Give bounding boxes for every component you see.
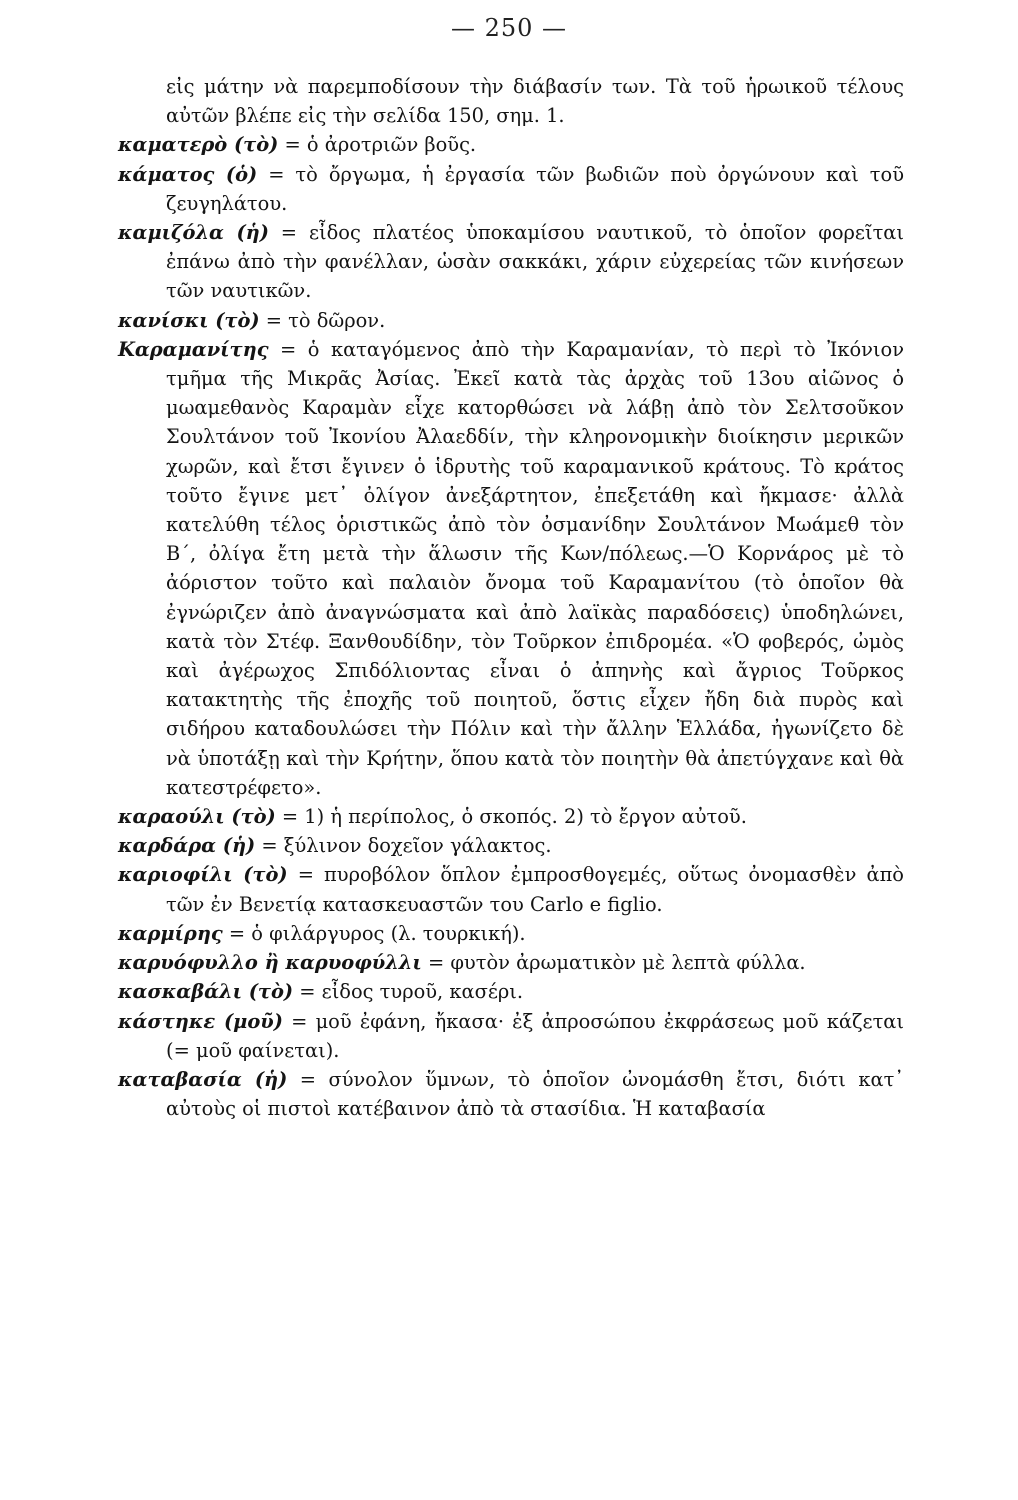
entry-headword: κασκαβάλι (τὸ) — [118, 980, 294, 1004]
entry-headword: κάματος (ὁ) — [118, 162, 258, 186]
entry-definition: = τὸ ὄργωμα, ἡ ἐργασία τῶν βωδιῶν ποὺ ὀργώνουν καὶ τοῦ ζευγηλάτου. — [166, 162, 904, 215]
entry-headword: καματερὸ (τὸ) — [118, 133, 279, 157]
entry-headword: καρδάρα (ἡ) — [118, 834, 256, 858]
glossary-entry — [118, 977, 904, 1006]
entry-definition: = ξύλινον δοχεῖον γάλακτος. — [255, 834, 552, 858]
entry-definition: = μοῦ ἐφάνη, ἤκασα· ἐξ ἀπροσώπου ἐκφράσεως μοῦ κάζεται (= μοῦ φαίνεται). — [166, 1009, 904, 1062]
entry-continuation — [118, 72, 904, 130]
entry-definition: = φυτὸν ἀρωματικὸν μὲ λεπτὰ φύλλα. — [421, 951, 806, 975]
glossary-entry — [118, 160, 904, 218]
entry-definition: = ὁ ἀροτριῶν βοῦς. — [278, 133, 477, 157]
entry-definition: = τὸ δῶρον. — [259, 308, 386, 332]
glossary-entry — [118, 1007, 904, 1065]
entry-definition: εἰς μάτην νὰ παρεμποδίσουν τὴν διάβασίν των. Τὰ τοῦ ἡρωικοῦ τέλους αὐτῶν βλέπε εἰς τὴν σελίδα 150, σημ. 1. — [166, 75, 904, 128]
entry-definition: = ὁ φιλάργυρος (λ. τουρκική). — [222, 921, 526, 945]
entry-headword: καμιζόλα (ἡ) — [118, 221, 269, 245]
glossary-entry — [118, 948, 904, 977]
entry-headword: καρυόφυλλο ἢ καρυοφύλλι — [118, 951, 422, 975]
entry-headword: καρμίρης — [118, 921, 223, 945]
glossary-entry — [118, 831, 904, 860]
entry-definition: = σύνολον ὕμνων, τὸ ὁποῖον ὠνομάσθη ἔτσι, διότι κατ᾽ αὐτοὺς οἱ πιστοὶ κατέβαινον ἀπὸ τὰ στασίδια. Ἡ καταβασία — [166, 1067, 904, 1121]
entry-headword: κανίσκι (τὸ) — [118, 308, 260, 332]
entry-headword: καριοφίλι (τὸ) — [118, 863, 288, 887]
entry-definition: = 1) ἡ περίπολος, ὁ σκοπός. 2) τὸ ἔργον αὐτοῦ. — [275, 805, 747, 829]
entry-definition: = πυροβόλον ὅπλον ἐμπροσθογεμές, οὕτως ὀνομασθὲν ἀπὸ τῶν ἐν Βενετίᾳ κατασκευαστῶν του Carlo e figlio. — [166, 863, 904, 916]
entry-definition: = εἶδος πλατέος ὑποκαμίσου ναυτικοῦ, τὸ ὁποῖον φορεῖται ἐπάνω ἀπὸ τὴν φανέλλαν, ὡσὰν σακκάκι, χάριν εὐχερείας τῶν κινήσεων τῶν ναυτικῶν. — [166, 221, 904, 303]
entry-definition: = εἶδος τυροῦ, κασέρι. — [293, 980, 524, 1004]
glossary-entry — [118, 306, 904, 335]
glossary-entry — [118, 130, 904, 159]
glossary-entry — [118, 335, 904, 802]
glossary-entries — [118, 72, 904, 1123]
entry-headword: Καραμανίτης — [118, 337, 269, 361]
entry-definition: = ὁ καταγόμενος ἀπὸ τὴν Καραμανίαν, τὸ περὶ τὸ Ἰκόνιον τμῆμα τῆς Μικρᾶς Ἀσίας. Ἐκεῖ κατὰ τὰς ἀρχὰς τοῦ 13ου αἰῶνος ὁ μωαμεθανὸς Καραμὰν εἶχε κατορθώσει νὰ λάβῃ ἀπὸ τὸν Σελτσοῦκον Σουλτάνον τοῦ Ἰκονίου Ἀλαεδδίν, τὴν κληρονομικὴν διοίκησιν μερικῶν χωρῶν, καὶ ἔτσι ἔγινεν ὁ ἱδρυτὴς τοῦ καραμανικοῦ κράτους. Τὸ κράτος τοῦτο ἔγινε μετ᾽ ὀλίγον ἀνεξάρτητον, ἐπεξετάθη καὶ ἤκμασε· ἀλλὰ κατελύθη τέλος ὁριστικῶς ἀπὸ τὸν ὀσμανίδην Σουλτάνον Μωάμεθ τὸν Β΄, ὀλίγα ἔτη μετὰ τὴν ἅλωσιν τῆς Κων/πόλεως.—Ὁ Κορνάρος μὲ τὸ ἀόριστον τοῦτο καὶ παλαιὸν ὄνομα τοῦ Καραμανίτου (τὸ ὁποῖον θὰ ἐγνώριζεν ἀπὸ ἀναγνώσματα καὶ ἀπὸ λαϊκὰς παραδόσεις) ὑποδηλώνει, κατὰ τὸν Στέφ. Ξανθουδίδην, τὸν Τοῦρκον ἐπιδρομέα. «Ὁ φοβερός, ὠμὸς καὶ ἀγέρωχος Σπιδόλιοντας εἶναι ὁ ἀπηνὴς καὶ ἄγριος Τοῦρκος κατακτητὴς τῆς ἐποχῆς τοῦ ποιητοῦ, ὅστις εἶχεν ἤδη διὰ πυρὸς καὶ σιδήρου καταδουλώσει τὴν Πόλιν καὶ τὴν ἄλλην Ἑλλάδα, ἠγωνίζετο δὲ νὰ ὑποτάξῃ καὶ τὴν Κρήτην, ὅπου κατὰ τὸν ποιητὴν θὰ ἀπετύγχανε καὶ θὰ κατεστρέφετο». — [166, 337, 904, 799]
glossary-entry — [118, 1065, 904, 1123]
glossary-entry — [118, 919, 904, 948]
entry-headword: καταβασία (ἡ) — [118, 1067, 288, 1091]
page-number: — 250 — — [450, 14, 568, 42]
entry-headword: καραούλι (τὸ) — [118, 805, 276, 829]
entry-headword: κάστηκε (μοῦ) — [118, 1009, 283, 1033]
glossary-entry — [118, 802, 904, 831]
glossary-entry — [118, 860, 904, 918]
glossary-entry — [118, 218, 904, 306]
